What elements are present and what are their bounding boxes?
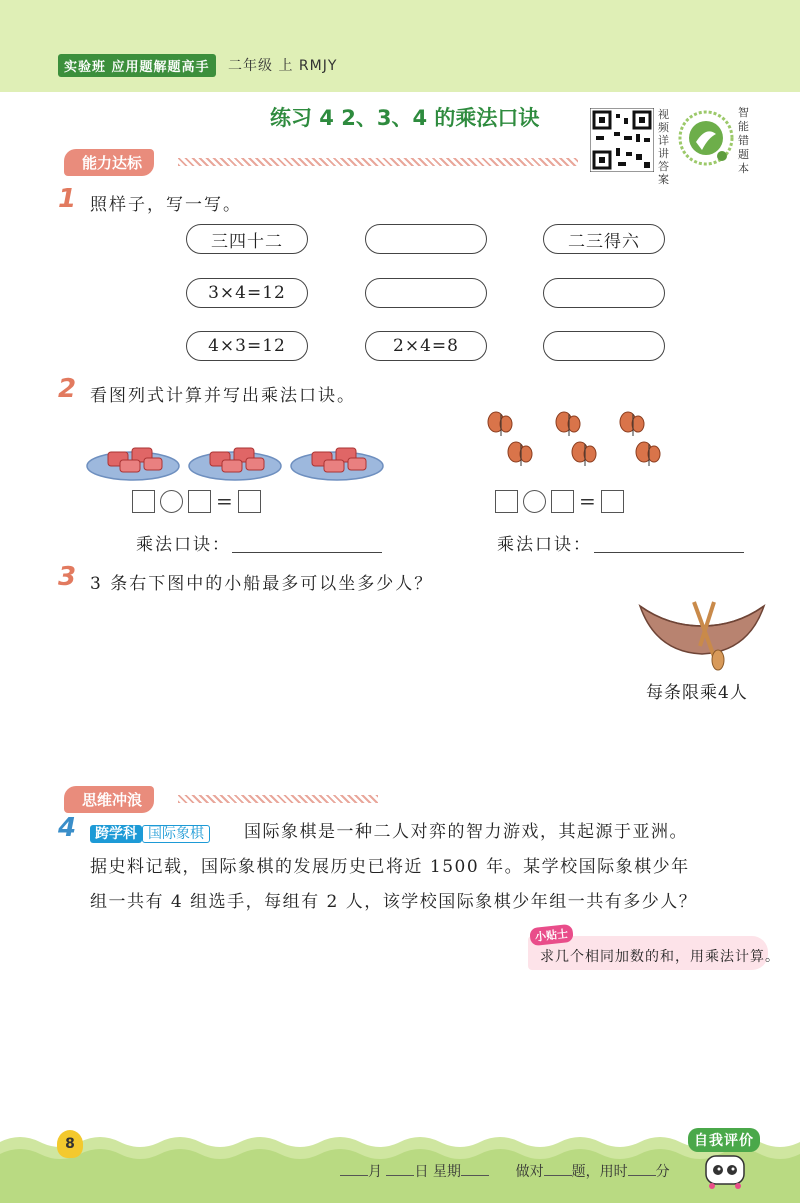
grade-label: 二年级 上 RMJY — [228, 58, 338, 74]
self-evaluation-label: 自我评价 — [688, 1128, 760, 1152]
equals-sign: = — [579, 489, 596, 513]
section-ability: 能力达标 — [64, 149, 154, 176]
formula-answer-line-left[interactable] — [232, 532, 382, 553]
correct-label: 做对 — [515, 1164, 544, 1180]
question-4-line-1: 国际象棋是一种二人对弈的智力游戏，其起源于亚洲。 — [244, 822, 688, 842]
operator-circle[interactable] — [160, 490, 183, 513]
cake-plate-icon — [87, 448, 179, 480]
grid-cell-3-3-answer[interactable] — [543, 331, 665, 361]
cake-plate-icon — [189, 448, 281, 480]
robot-mascot-icon — [700, 1150, 750, 1190]
cross-subject-badge: 跨学科 — [90, 825, 142, 843]
question-number-2: 2 — [58, 374, 77, 404]
error-book-logo-icon[interactable] — [676, 104, 736, 176]
month-blank[interactable] — [340, 1161, 368, 1176]
minutes-blank[interactable] — [628, 1161, 656, 1176]
subject-badges — [90, 823, 210, 843]
equation-box[interactable] — [601, 490, 624, 513]
grid-cell-3-1: 4×3=12 — [186, 331, 308, 361]
correct-blank[interactable] — [544, 1161, 572, 1176]
page-number: 8 — [57, 1130, 83, 1158]
butterflies-illustration — [484, 406, 664, 482]
equation-box[interactable] — [238, 490, 261, 513]
question-3-text: 3 条右下图中的小船最多可以坐多少人？ — [90, 574, 434, 594]
operator-circle[interactable] — [523, 490, 546, 513]
equation-box[interactable] — [132, 490, 155, 513]
header-band — [0, 0, 800, 92]
question-number-3: 3 — [58, 562, 77, 592]
chess-badge: 国际象棋 — [142, 825, 210, 843]
minutes-label: 分 — [655, 1164, 670, 1180]
day-label: 日 — [414, 1164, 429, 1180]
grid-cell-2-3-answer[interactable] — [543, 278, 665, 308]
formula-label-left: 乘法口诀： — [136, 535, 231, 555]
butterfly-icon — [636, 442, 660, 466]
logo-caption: 智能错题本 — [738, 106, 749, 175]
grid-cell-1-2-answer[interactable] — [365, 224, 487, 254]
question-2-text: 看图列式计算并写出乘法口诀。 — [90, 386, 356, 406]
boat-icon — [636, 596, 768, 672]
cake-plates-illustration — [86, 430, 386, 482]
questions-label: 题，用时 — [571, 1164, 628, 1180]
tip-text: 求几个相同加数的和，用乘法计算。 — [540, 949, 780, 965]
footer-record-line — [340, 1161, 670, 1181]
week-blank[interactable] — [461, 1161, 489, 1176]
formula-label-right: 乘法口诀： — [497, 535, 592, 555]
grid-cell-1-1: 三四十二 — [186, 224, 308, 254]
grid-cell-1-3: 二三得六 — [543, 224, 665, 254]
equation-box[interactable] — [551, 490, 574, 513]
page-title: 练习 4 2、3、4 的乘法口诀 — [270, 106, 540, 130]
equation-box[interactable] — [495, 490, 518, 513]
section-thinking: 思维冲浪 — [64, 786, 154, 813]
section-stripes — [178, 795, 378, 803]
question-number-4: 4 — [58, 813, 77, 843]
question-1-text: 照样子，写一写。 — [90, 195, 242, 215]
grid-cell-2-1: 3×4=12 — [186, 278, 308, 308]
day-blank[interactable] — [386, 1161, 414, 1176]
week-label: 星期 — [432, 1164, 461, 1180]
question-4-line-3: 组一共有 4 组选手，每组有 2 人，该学校国际象棋少年组一共有多少人？ — [90, 892, 698, 912]
formula-answer-line-right[interactable] — [594, 532, 744, 553]
question-number-1: 1 — [58, 184, 77, 214]
series-tag: 实验班 应用题解题高手 — [58, 54, 216, 77]
boat-caption: 每条限乘4人 — [646, 683, 748, 703]
qr-caption: 视频详讲答案 — [658, 108, 669, 186]
butterfly-icon — [572, 442, 596, 466]
cake-plate-icon — [291, 448, 383, 480]
butterfly-icon — [556, 412, 580, 436]
grid-cell-2-2-answer[interactable] — [365, 278, 487, 308]
butterfly-icon — [508, 442, 532, 466]
grid-cell-3-2: 2×4=8 — [365, 331, 487, 361]
tip-label: 小贴士 — [529, 924, 574, 946]
month-label: 月 — [368, 1164, 382, 1180]
question-4-line-2: 据史料记载，国际象棋的发展历史已将近 1500 年。某学校国际象棋少年 — [90, 857, 690, 877]
butterfly-icon — [620, 412, 644, 436]
butterfly-icon — [488, 412, 512, 436]
section-stripes — [178, 158, 578, 166]
equals-sign: = — [216, 489, 233, 513]
equation-box[interactable] — [188, 490, 211, 513]
qr-code-icon[interactable] — [590, 108, 654, 172]
